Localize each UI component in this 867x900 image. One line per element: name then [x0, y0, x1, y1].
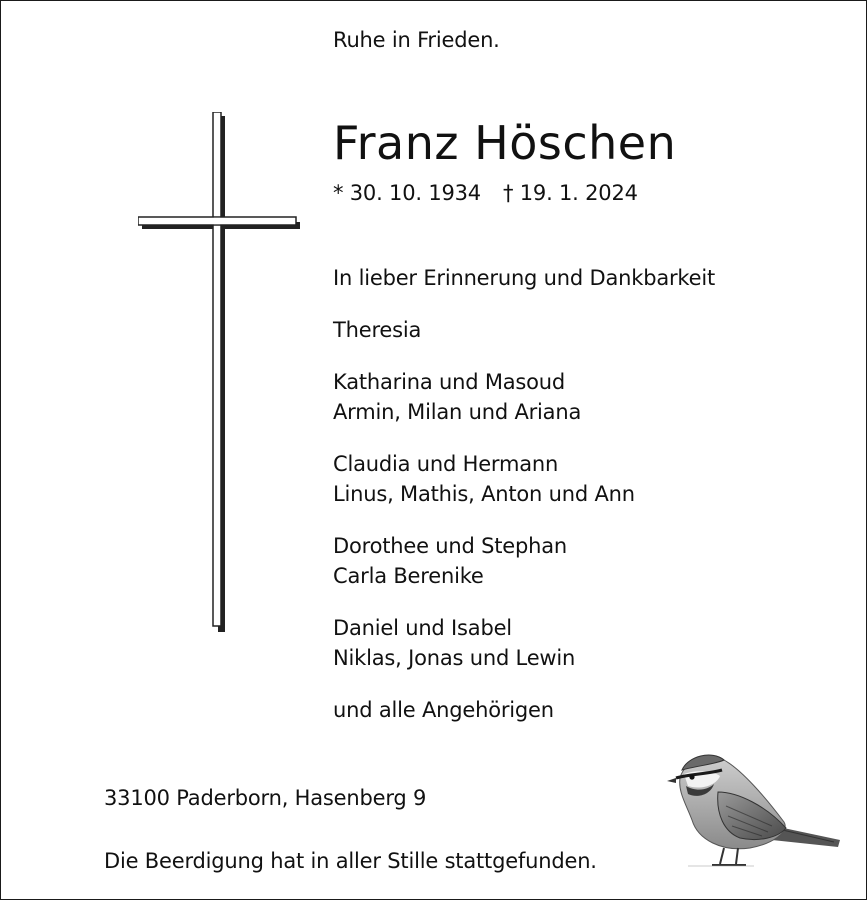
mourner-line: Claudia und Hermann — [333, 452, 559, 476]
funeral-note: Die Beerdigung hat in aller Stille stattgefunden. — [104, 849, 597, 873]
death-date: † 19. 1. 2024 — [502, 181, 638, 205]
mourner-group — [333, 449, 715, 509]
cross-icon — [138, 112, 302, 634]
mourner-group — [333, 531, 715, 591]
mourner-line: Dorothee und Stephan — [333, 534, 568, 558]
mourner-line: Linus, Mathis, Anton und Ann — [333, 482, 635, 506]
mourner-line: und alle Angehörigen — [333, 698, 554, 722]
mourner-line: Niklas, Jonas und Lewin — [333, 646, 576, 670]
mourner-group — [333, 315, 715, 345]
birth-date: * 30. 10. 1934 — [333, 181, 481, 205]
mourner-group — [333, 613, 715, 673]
mourners-list — [333, 263, 715, 747]
mourner-group — [333, 695, 715, 725]
intro-line: In lieber Erinnerung und Dankbarkeit — [333, 266, 716, 290]
life-dates — [333, 178, 638, 208]
deceased-name: Franz Höschen — [333, 116, 677, 170]
mourners-intro — [333, 263, 715, 293]
mourner-line: Theresia — [333, 318, 422, 342]
mourner-line: Armin, Milan und Ariana — [333, 400, 582, 424]
mourner-line: Carla Berenike — [333, 564, 484, 588]
motto: Ruhe in Frieden. — [333, 28, 500, 52]
mourner-line: Katharina und Masoud — [333, 370, 566, 394]
mourner-group — [333, 367, 715, 427]
mourner-line: Daniel und Isabel — [333, 616, 512, 640]
address: 33100 Paderborn, Hasenberg 9 — [104, 786, 427, 810]
blue-tit-bird-icon — [662, 740, 847, 890]
